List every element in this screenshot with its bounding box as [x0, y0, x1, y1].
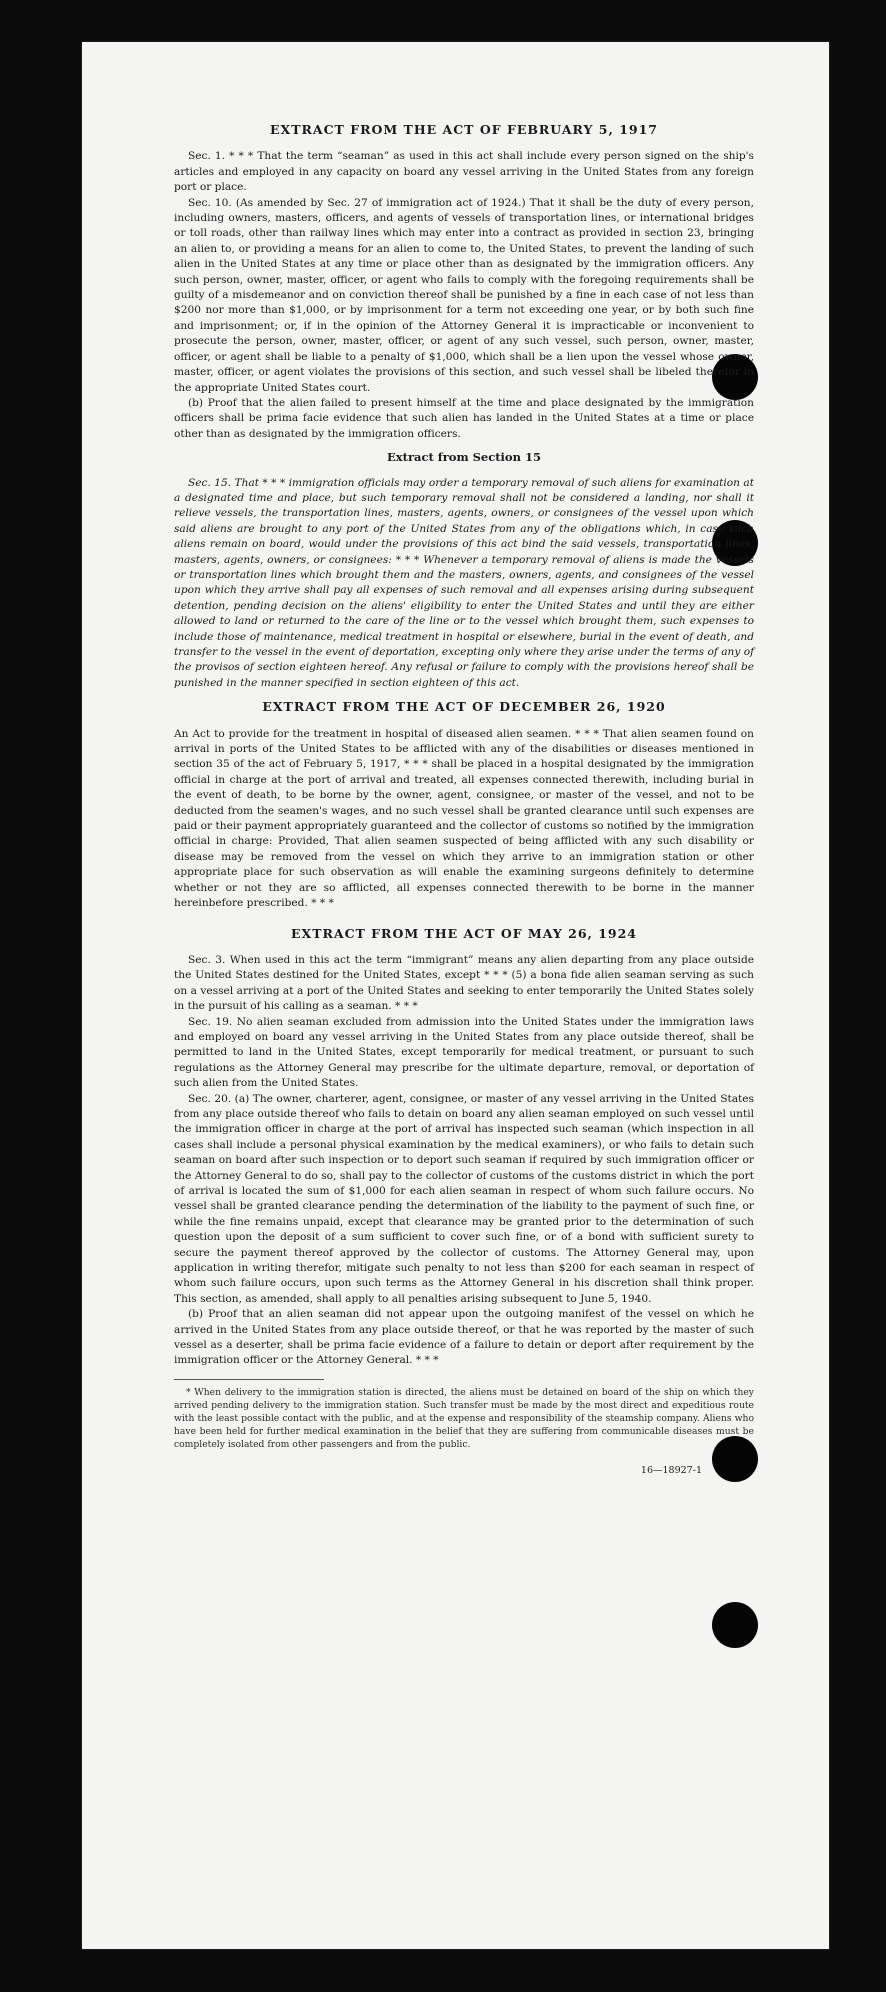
paragraph: (b) Proof that the alien failed to present himself at the time and place designated by the immigration officers shall be prima facie evidence that such alien has landed in the United States at a time or place other than as designated by the immigration officers. [174, 396, 754, 440]
paragraph: Sec. 1. * * * That the term “seaman” as used in this act shall include every person signed on the ship's articles and employed in any capacity on board any vessel arriving in the United States from any foreign port or place. [174, 150, 754, 194]
footnote: * When delivery to the immigration station is directed, the aliens must be detained on board of the ship on which they arrived pending delivery to the immigration station. Such transfer must be made by the most direct and expeditious route with the least possible contact with the public, and at the expense and responsibility of the steamship company. Aliens who have been held for further medical examination in the belief that they are suffering from communicable diseases must be completely isolated from other passengers and from the public. [174, 1386, 754, 1450]
paragraph: Sec. 20. (a) The owner, charterer, agent, consignee, or master of any vessel arriving in the United States from any place outside thereof who fails to detain on board any alien seaman employed on such vessel until the immigration officer in charge at the port of arrival has inspected such seaman (which inspection in all cases shall include a personal physical examination by the medical examiners), or who fails to detain such seaman on board after such inspection or to deport such seaman if required by such immigration officer or the Attorney General to do so, shall pay to the collector of customs of the customs district in which the port of arrival is located the sum of $1,000 for each alien seaman in respect of whom such failure occurs. No vessel shall be granted clearance pending the determination of the liability to the payment of such fine, or while the fine remains unpaid, except that clearance may be granted prior to the determination of such question upon the deposit of a sum sufficient to cover such fine, or of a bond with sufficient surety to secure the payment thereof approved by the collector of customs. The Attorney General may, upon application in writing therefor, mitigate such penalty to not less than $200 for each seaman in respect of whom such failure occurs, upon such terms as the Attorney General in his discretion shall think proper. This section, as amended, shall apply to all penalties arising subsequent to June 5, 1940. [174, 1092, 754, 1305]
document-text [174, 122, 754, 1478]
punch-hole [712, 1602, 758, 1648]
paragraph: Sec. 15. That * * * immigration officials may order a temporary removal of such aliens for examination at a designated time and place, but such temporary removal shall not be considered a landing, nor shall it relieve vessels, the transportation lines, masters, agents, owners, or consignees of the vessel upon which said aliens are brought to any port of the United States from any of the obligations which, in case such aliens remain on board, would under the provisions of this act bind the said vessels, transportation lines, masters, agents, owners, or consignees: * * * Whenever a temporary removal of aliens is made the vessels or transportation lines which brought them and the masters, owners, agents, and consignees of the vessel upon which they arrive shall pay all expenses of such removal and all expenses arising during subsequent detention, pending decision on the aliens' eligibility to enter the United States and until they are either allowed to land or returned to the care of the line or to the vessel which brought them, such expenses to include those of maintenance, medical treatment in hospital or elsewhere, burial in the event of death, and transfer to the vessel in the event of deportation, excepting only where they arise under the terms of any of the provisos of section eighteen hereof. Any refusal or failure to comply with the provisions hereof shall be punished in the manner specified in section eighteen of this act. [174, 476, 754, 689]
paragraph: (b) Proof that an alien seaman did not appear upon the outgoing manifest of the vessel on which he arrived in the United States from any place outside thereof, or that he was reported by the master of such vessel as a deserter, shall be prima facie evidence of a failure to detain or deport after requirement by the immigration officer or the Attorney General. * * * [174, 1308, 754, 1367]
paragraph: Sec. 10. (As amended by Sec. 27 of immigration act of 1924.) That it shall be the duty of every person, including owners, masters, officers, and agents of vessels of transportation lines, or international bridges or toll roads, other than railway lines which may enter into a contract as provided in section 23, bringing an alien to, or providing a means for an alien to come to, the United States, to prevent the landing of such alien in the United States at any time or place other than as designated by the immigration officers. Any such person, owner, master, officer, or agent who fails to comply with the foregoing requirements shall be guilty of a misdemeanor and on conviction thereof shall be punished by a fine in each case of not less than $200 nor more than $1,000, or by imprisonment for a term not exceeding one year, or by both such fine and imprisonment; or, if in the opinion of the Attorney General it is impracticable or inconvenient to prosecute the person, owner, master, officer, or agent of any such vessel, such person, owner, master, officer, or agent shall be liable to a penalty of $1,000, which shall be a lien upon the vessel whose owner, master, officer, or agent violates the provisions of this section, and such vessel shall be libeled therefor in the appropriate United States court. [174, 196, 754, 394]
footnote-divider [174, 1379, 324, 1380]
section-heading: EXTRACT FROM THE ACT OF MAY 26, 1924 [290, 925, 638, 941]
paragraph: Sec. 19. No alien seaman excluded from admission into the United States under the immigration laws and employed on board any vessel arriving in the United States from any place outside thereof, shall be permitted to land in the United States, except temporarily for medical treatment, or pursuant to such regulations as the Attorney General may prescribe for the ultimate departure, removal, or deportation of such alien from the United States. [174, 1015, 754, 1090]
paragraph: An Act to provide for the treatment in hospital of diseased alien seamen. * * * That alien seamen found on arrival in ports of the United States to be afflicted with any of the disabilities or diseases mentioned in section 35 of the act of February 5, 1917, * * * shall be placed in a hospital designated by the immigration official in charge at the port of arrival and treated, all expenses connected therewith, including burial in the event of death, to be borne by the owner, agent, consignee, or master of the vessel, and not to be deducted from the seamen's wages, and no such vessel shall be granted clearance until such expenses are paid or their payment appropriately guaranteed and the collector of customs so notified by the immigration official in charge: Provided, That alien seamen suspected of being afflicted with any such disability or disease may be removed from the vessel on which they arrive to an immigration station or other appropriate place for such observation as will enable the examining surgeons definitely to determine whether or not they are so afflicted, all expenses connected therewith to be borne in the manner hereinbefore prescribed. * * * [174, 727, 754, 910]
document-page [82, 42, 829, 1949]
document-number: 16—18927-1 [640, 1464, 702, 1476]
paragraph: Sec. 3. When used in this act the term “immigrant” means any alien departing from any place outside the United States destined for the United States, except * * * (5) a bona fide alien seaman serving as such on a vessel arriving at a port of the United States and seeking to enter temporarily the United States solely in the pursuit of his calling as a seaman. * * * [174, 953, 754, 1013]
section-heading: EXTRACT FROM THE ACT OF DECEMBER 26, 1920 [262, 699, 666, 715]
section-subheading: Extract from Section 15 [387, 450, 541, 465]
section-heading: EXTRACT FROM THE ACT OF FEBRUARY 5, 1917 [269, 122, 658, 137]
